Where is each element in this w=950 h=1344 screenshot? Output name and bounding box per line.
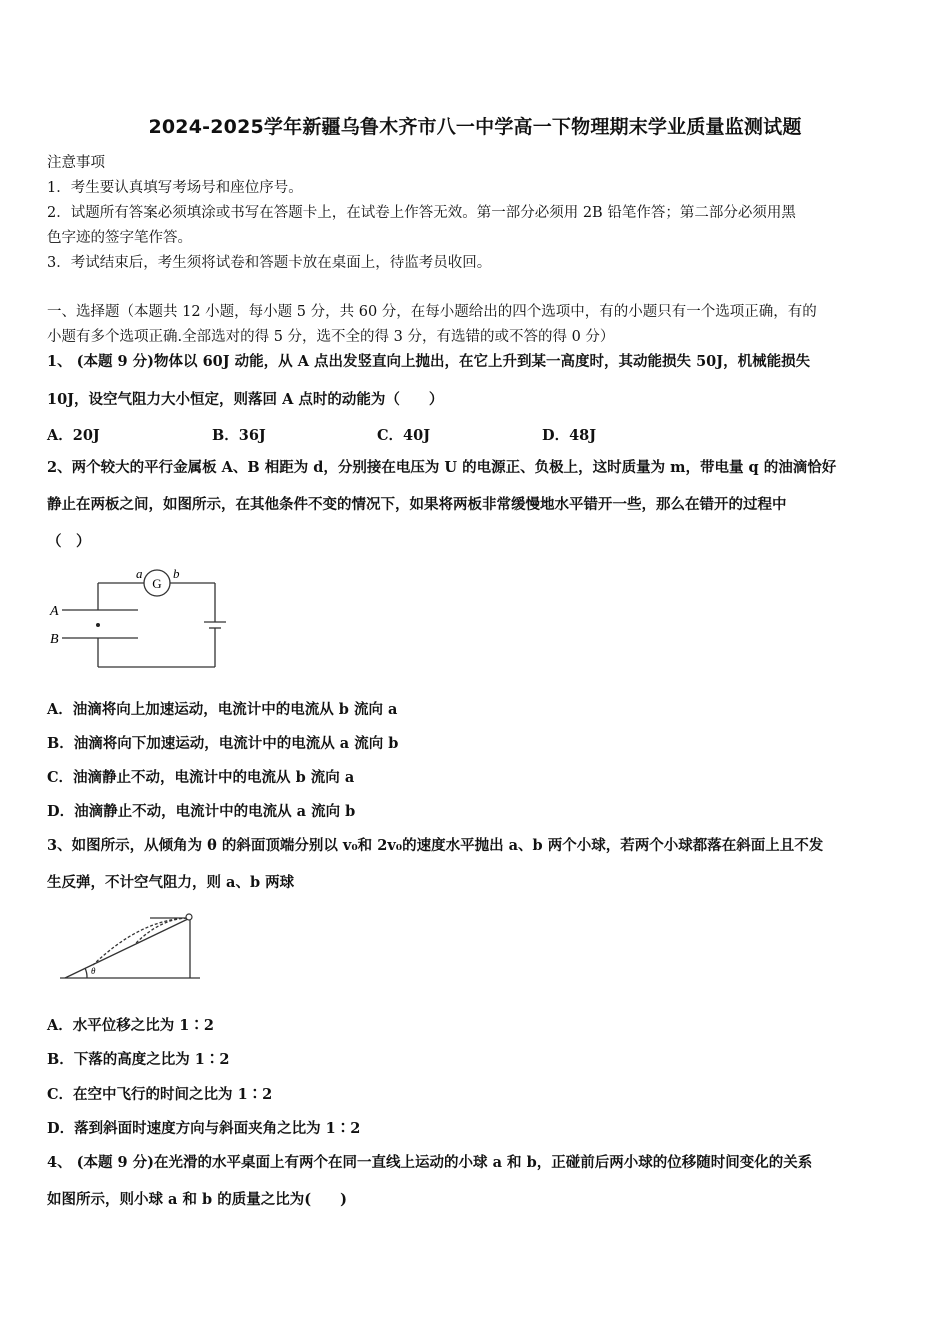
section-heading-cont: 小题有多个选项正确.全部选对的得 5 分，选不全的得 3 分，有选错的或不答的得 0 分） [47, 329, 615, 345]
q3-option-c: C．在空中飞行的时间之比为 1∶2 [47, 1086, 273, 1103]
notice-item: 色字迹的签字笔作答。 [47, 230, 192, 246]
capacitor-circuit-figure [40, 560, 240, 675]
notice-item: 2．试题所有答案必须填涂或书写在答题卡上，在试卷上作答无效。第一部分必须用 2B 铅笔作答；第二部分必须用黑 [47, 205, 796, 221]
q1-option-b: B．36J [212, 427, 266, 444]
q2-text-cont: 静止在两板之间，如图所示，在其他条件不变的情况下，如果将两板非常缓慢地水平错开一些，那么在错开的过程中 [47, 496, 787, 513]
angle-label: θ [91, 966, 96, 976]
q1-option-d: D．48J [542, 427, 597, 444]
q2-text: 2、两个较大的平行金属板 A、B 相距为 d，分别接在电压为 U 的电源正、负极上，这时质量为 m，带电量 q 的油滴恰好 [47, 459, 837, 476]
q2-option-a: A．油滴将向上加速运动，电流计中的电流从 b 流向 a [47, 701, 398, 718]
q1-options [47, 424, 596, 445]
galvanometer-label: G [152, 576, 162, 591]
q3-option-b: B．下落的高度之比为 1∶2 [47, 1051, 230, 1068]
oil-drop [96, 623, 100, 627]
q4-text-cont: 如图所示，则小球 a 和 b 的质量之比为( ) [47, 1191, 347, 1208]
q2-text-blank: （ ） [47, 533, 91, 550]
q1-option-c: C．40J [377, 427, 431, 444]
q2-option-d: D．油滴静止不动，电流计中的电流从 a 流向 b [47, 803, 356, 820]
q3-text-cont: 生反弹，不计空气阻力，则 a、b 两球 [47, 874, 295, 891]
incline-projectile-figure [55, 908, 205, 983]
q1-option-a: A．20J [47, 427, 100, 444]
page-title: 2024-2025学年新疆乌鲁木齐市八一中学高一下物理期末学业质量监测试题 [148, 116, 802, 138]
q2-option-c: C．油滴静止不动，电流计中的电流从 b 流向 a [47, 769, 355, 786]
ball-icon [186, 914, 192, 920]
q1-text: 1、 (本题 9 分)物体以 60J 动能，从 A 点出发竖直向上抛出，在它上升到某一高度时，其动能损失 50J，机械能损失 [47, 353, 811, 370]
q2-option-b: B．油滴将向下加速运动，电流计中的电流从 a 流向 b [47, 735, 399, 752]
section-heading: 一、选择题（本题共 12 小题，每小题 5 分，共 60 分，在每小题给出的四个选项中，有的小题只有一个选项正确，有的 [47, 304, 817, 320]
q1-text-cont: 10J，设空气阻力大小恒定，则落回 A 点时的动能为（ ） [47, 391, 444, 408]
plate-a-label: A [50, 604, 59, 619]
q3-option-a: A．水平位移之比为 1∶2 [47, 1017, 214, 1034]
notice-heading: 注意事项 [47, 155, 105, 171]
q4-text: 4、 (本题 9 分)在光滑的水平桌面上有两个在同一直线上运动的小球 a 和 b，正碰前后两小球的位移随时间变化的关系 [47, 1154, 813, 1171]
label-a: a [136, 566, 143, 581]
notice-item: 1．考生要认真填写考场号和座位序号。 [47, 180, 303, 196]
label-b: b [173, 566, 180, 581]
plate-b-label: B [50, 632, 59, 647]
notice-item: 3．考试结束后，考生须将试卷和答题卡放在桌面上，待监考员收回。 [47, 255, 492, 271]
q3-option-d: D．落到斜面时速度方向与斜面夹角之比为 1∶2 [47, 1120, 361, 1137]
q3-text: 3、如图所示，从倾角为 θ 的斜面顶端分别以 v₀和 2v₀的速度水平抛出 a、b 两个小球，若两个小球都落在斜面上且不发 [47, 837, 824, 854]
